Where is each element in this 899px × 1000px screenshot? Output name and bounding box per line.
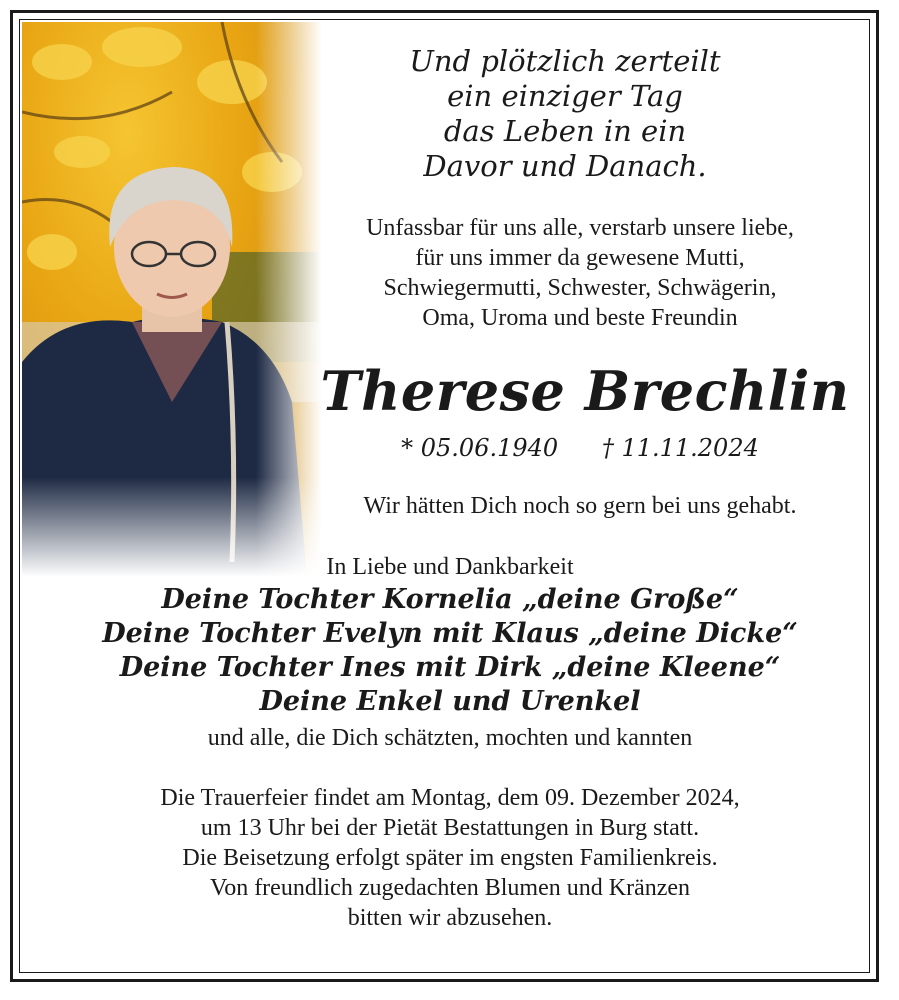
family-member: Deine Tochter Kornelia „deine Große“ [161,584,739,615]
others-line: und alle, die Dich schätzten, mochten und kannten [207,725,693,751]
portrait-illustration [22,22,322,577]
funeral-details [40,783,860,933]
wish-line: Wir hätten Dich noch so gern bei uns gehabt. [363,493,797,519]
family-member: Deine Enkel und Urenkel [259,686,641,717]
poem-line: Davor und Danach. [423,149,707,183]
poem-line: ein einziger Tag [447,79,683,113]
life-dates [300,432,860,464]
announcement-line: für uns immer da gewesene Mutti, [415,245,745,271]
details-line: Die Beisetzung erfolgt später im engsten Familienkreis. [182,845,718,871]
announcement-line: Schwiegermutti, Schwester, Schwägerin, [383,275,777,301]
portrait-photo [22,22,322,577]
deceased-name: Therese Brechlin [320,359,850,423]
announcement-line: Unfassbar für uns alle, verstarb unsere liebe, [366,215,794,241]
family-member: Deine Tochter Ines mit Dirk „deine Kleene“ [119,652,781,683]
poem [330,44,800,184]
family-member: Deine Tochter Evelyn mit Klaus „deine Dicke“ [102,618,798,649]
poem-line: das Leben in ein [443,114,687,148]
details-line: Von freundlich zugedachten Blumen und Kränzen [209,875,691,901]
details-line: Die Trauerfeier findet am Montag, dem 09. Dezember 2024, [160,785,740,811]
family-signatures [40,583,860,719]
announcement-line: Oma, Uroma und beste Freundin [422,305,738,331]
announcement-text [300,213,860,333]
death-date: † 11.11.2024 [601,434,759,462]
details-line: bitten wir abzusehen. [347,905,553,931]
details-line: um 13 Uhr bei der Pietät Bestattungen in Burg statt. [200,815,700,841]
poem-line: Und plötzlich zerteilt [409,44,721,78]
closing-greeting: In Liebe und Dankbarkeit [326,554,574,580]
birth-date: * 05.06.1940 [401,434,559,462]
